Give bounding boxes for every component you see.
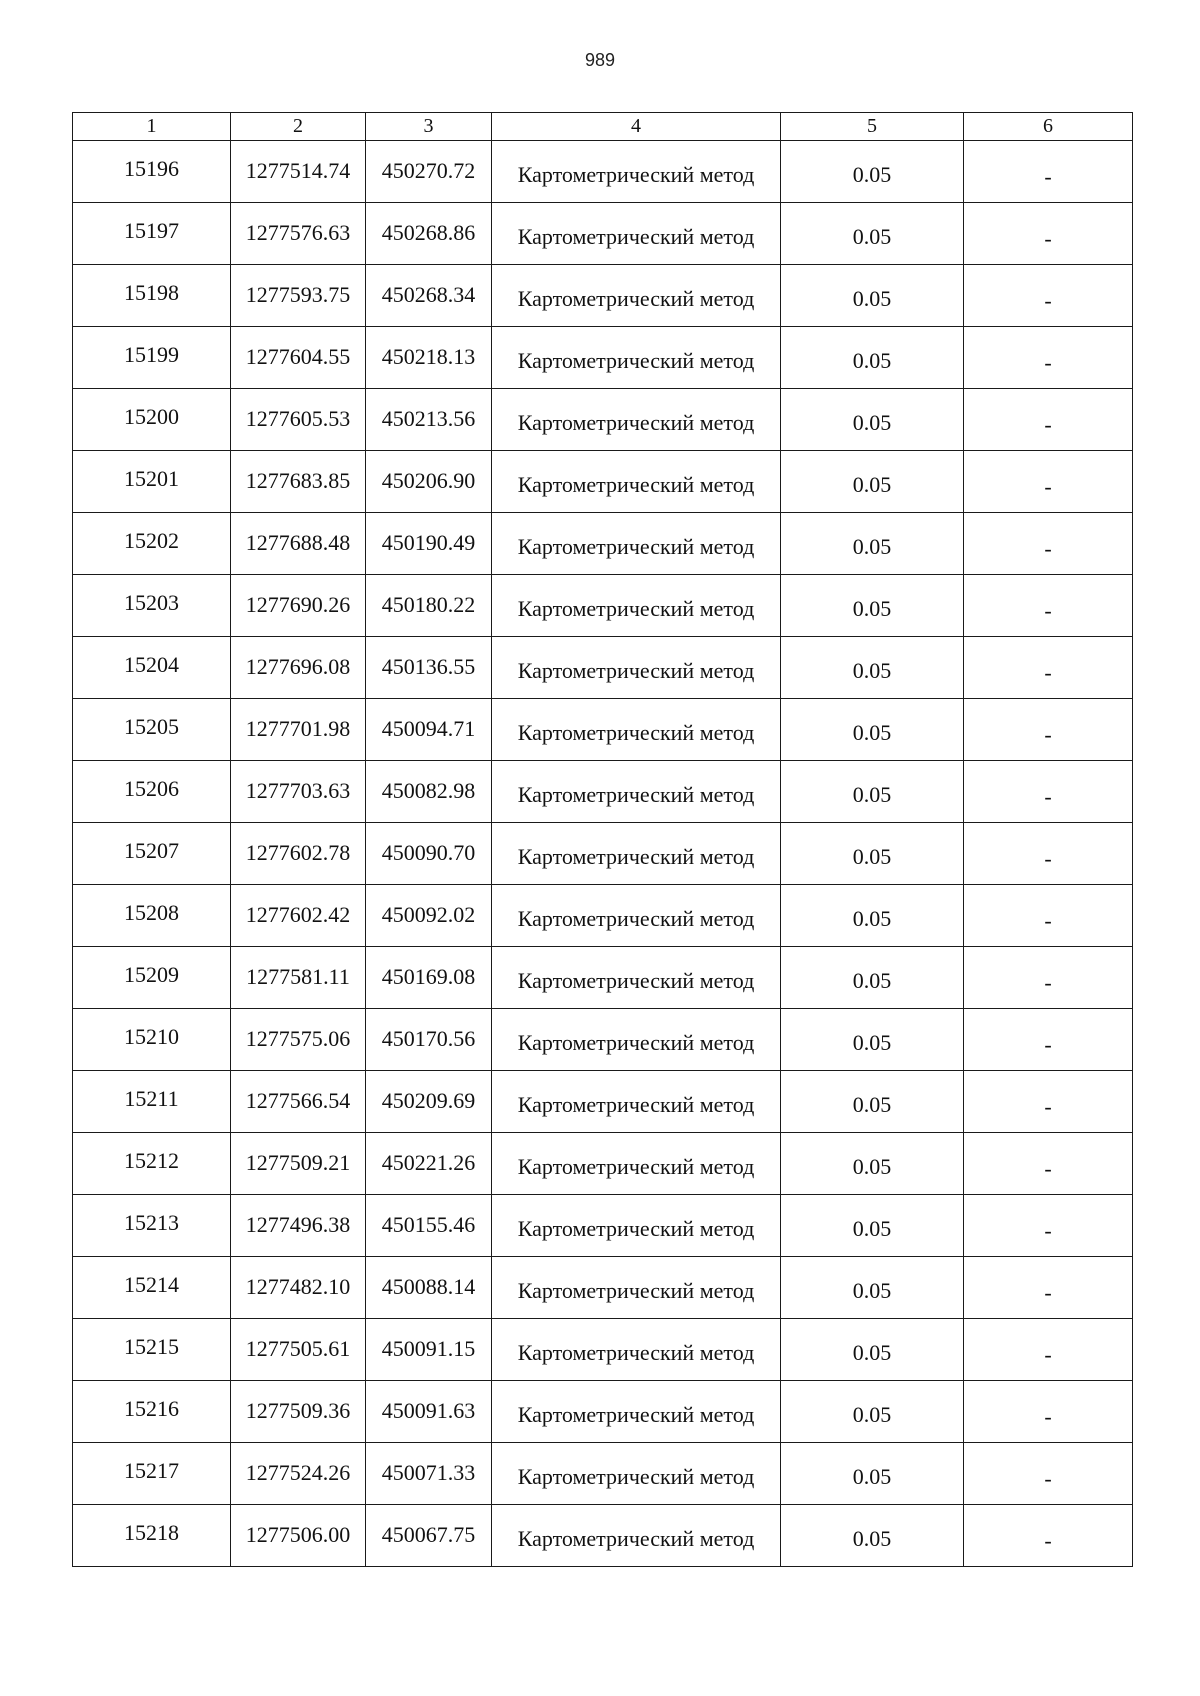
point-number-cell: 15197 [73, 203, 231, 265]
accuracy-cell: 0.05 [781, 451, 964, 513]
accuracy-cell: 0.05 [781, 513, 964, 575]
accuracy-cell: 0.05 [781, 1071, 964, 1133]
method-cell: Картометрический метод [492, 1133, 781, 1195]
method-cell: Картометрический метод [492, 513, 781, 575]
method-cell: Картометрический метод [492, 575, 781, 637]
y-coordinate-cell: 450088.14 [366, 1257, 492, 1319]
x-coordinate-cell: 1277506.00 [231, 1505, 366, 1567]
y-coordinate-cell: 450071.33 [366, 1443, 492, 1505]
accuracy-cell: 0.05 [781, 1009, 964, 1071]
x-coordinate-cell: 1277683.85 [231, 451, 366, 513]
accuracy-cell: 0.05 [781, 1443, 964, 1505]
method-cell: Картометрический метод [492, 141, 781, 203]
note-cell: - [964, 1443, 1133, 1505]
method-cell: Картометрический метод [492, 637, 781, 699]
note-cell: - [964, 327, 1133, 389]
method-cell: Картометрический метод [492, 699, 781, 761]
point-number-cell: 15205 [73, 699, 231, 761]
x-coordinate-cell: 1277701.98 [231, 699, 366, 761]
note-cell: - [964, 885, 1133, 947]
header-col-5: 5 [781, 113, 964, 141]
point-number-cell: 15200 [73, 389, 231, 451]
note-cell: - [964, 575, 1133, 637]
table-row [73, 947, 1133, 1009]
x-coordinate-cell: 1277690.26 [231, 575, 366, 637]
header-col-2: 2 [231, 113, 366, 141]
table-row [73, 1381, 1133, 1443]
point-number-cell: 15216 [73, 1381, 231, 1443]
x-coordinate-cell: 1277524.26 [231, 1443, 366, 1505]
y-coordinate-cell: 450218.13 [366, 327, 492, 389]
point-number-cell: 15203 [73, 575, 231, 637]
point-number-cell: 15201 [73, 451, 231, 513]
y-coordinate-cell: 450213.56 [366, 389, 492, 451]
note-cell: - [964, 637, 1133, 699]
accuracy-cell: 0.05 [781, 1319, 964, 1381]
x-coordinate-cell: 1277602.42 [231, 885, 366, 947]
note-cell: - [964, 761, 1133, 823]
header-col-3: 3 [366, 113, 492, 141]
point-number-cell: 15215 [73, 1319, 231, 1381]
accuracy-cell: 0.05 [781, 327, 964, 389]
point-number-cell: 15211 [73, 1071, 231, 1133]
point-number-cell: 15207 [73, 823, 231, 885]
point-number-cell: 15204 [73, 637, 231, 699]
note-cell: - [964, 823, 1133, 885]
point-number-cell: 15206 [73, 761, 231, 823]
table-row [73, 451, 1133, 513]
x-coordinate-cell: 1277482.10 [231, 1257, 366, 1319]
table-row [73, 575, 1133, 637]
point-number-cell: 15212 [73, 1133, 231, 1195]
point-number-cell: 15202 [73, 513, 231, 575]
accuracy-cell: 0.05 [781, 1257, 964, 1319]
table-row [73, 327, 1133, 389]
y-coordinate-cell: 450094.71 [366, 699, 492, 761]
page-number: 989 [584, 50, 616, 70]
method-cell: Картометрический метод [492, 823, 781, 885]
table-row [73, 1319, 1133, 1381]
method-cell: Картометрический метод [492, 203, 781, 265]
table-row [73, 513, 1133, 575]
y-coordinate-cell: 450136.55 [366, 637, 492, 699]
table-body [73, 141, 1133, 1567]
accuracy-cell: 0.05 [781, 761, 964, 823]
accuracy-cell: 0.05 [781, 1381, 964, 1443]
y-coordinate-cell: 450082.98 [366, 761, 492, 823]
y-coordinate-cell: 450067.75 [366, 1505, 492, 1567]
accuracy-cell: 0.05 [781, 1133, 964, 1195]
x-coordinate-cell: 1277593.75 [231, 265, 366, 327]
table-row [73, 823, 1133, 885]
header-col-1: 1 [73, 113, 231, 141]
accuracy-cell: 0.05 [781, 575, 964, 637]
y-coordinate-cell: 450268.86 [366, 203, 492, 265]
note-cell: - [964, 1505, 1133, 1567]
accuracy-cell: 0.05 [781, 637, 964, 699]
x-coordinate-cell: 1277602.78 [231, 823, 366, 885]
y-coordinate-cell: 450190.49 [366, 513, 492, 575]
method-cell: Картометрический метод [492, 885, 781, 947]
note-cell: - [964, 699, 1133, 761]
x-coordinate-cell: 1277566.54 [231, 1071, 366, 1133]
table-row [73, 141, 1133, 203]
header-col-6: 6 [964, 113, 1133, 141]
method-cell: Картометрический метод [492, 1257, 781, 1319]
table-row [73, 203, 1133, 265]
table-row [73, 1505, 1133, 1567]
table-row [73, 761, 1133, 823]
note-cell: - [964, 1381, 1133, 1443]
table-row [73, 699, 1133, 761]
y-coordinate-cell: 450091.15 [366, 1319, 492, 1381]
accuracy-cell: 0.05 [781, 947, 964, 1009]
y-coordinate-cell: 450270.72 [366, 141, 492, 203]
table-header [73, 113, 1133, 141]
note-cell: - [964, 513, 1133, 575]
point-number-cell: 15213 [73, 1195, 231, 1257]
point-number-cell: 15209 [73, 947, 231, 1009]
note-cell: - [964, 389, 1133, 451]
note-cell: - [964, 141, 1133, 203]
accuracy-cell: 0.05 [781, 1195, 964, 1257]
y-coordinate-cell: 450169.08 [366, 947, 492, 1009]
note-cell: - [964, 1319, 1133, 1381]
y-coordinate-cell: 450155.46 [366, 1195, 492, 1257]
x-coordinate-cell: 1277575.06 [231, 1009, 366, 1071]
method-cell: Картометрический метод [492, 1443, 781, 1505]
method-cell: Картометрический метод [492, 1071, 781, 1133]
y-coordinate-cell: 450092.02 [366, 885, 492, 947]
x-coordinate-cell: 1277509.21 [231, 1133, 366, 1195]
table-row [73, 389, 1133, 451]
x-coordinate-cell: 1277581.11 [231, 947, 366, 1009]
accuracy-cell: 0.05 [781, 203, 964, 265]
accuracy-cell: 0.05 [781, 699, 964, 761]
y-coordinate-cell: 450206.90 [366, 451, 492, 513]
method-cell: Картометрический метод [492, 389, 781, 451]
note-cell: - [964, 1257, 1133, 1319]
point-number-cell: 15210 [73, 1009, 231, 1071]
note-cell: - [964, 451, 1133, 513]
point-number-cell: 15217 [73, 1443, 231, 1505]
method-cell: Картометрический метод [492, 1505, 781, 1567]
method-cell: Картометрический метод [492, 1319, 781, 1381]
table-row [73, 885, 1133, 947]
x-coordinate-cell: 1277688.48 [231, 513, 366, 575]
table-row [73, 1443, 1133, 1505]
y-coordinate-cell: 450180.22 [366, 575, 492, 637]
table-row [73, 1133, 1133, 1195]
x-coordinate-cell: 1277514.74 [231, 141, 366, 203]
header-col-4: 4 [492, 113, 781, 141]
point-number-cell: 15196 [73, 141, 231, 203]
x-coordinate-cell: 1277604.55 [231, 327, 366, 389]
note-cell: - [964, 947, 1133, 1009]
note-cell: - [964, 1195, 1133, 1257]
note-cell: - [964, 1071, 1133, 1133]
y-coordinate-cell: 450221.26 [366, 1133, 492, 1195]
y-coordinate-cell: 450090.70 [366, 823, 492, 885]
method-cell: Картометрический метод [492, 1009, 781, 1071]
point-number-cell: 15199 [73, 327, 231, 389]
point-number-cell: 15218 [73, 1505, 231, 1567]
method-cell: Картометрический метод [492, 265, 781, 327]
table-row [73, 265, 1133, 327]
x-coordinate-cell: 1277505.61 [231, 1319, 366, 1381]
point-number-cell: 15214 [73, 1257, 231, 1319]
point-number-cell: 15198 [73, 265, 231, 327]
method-cell: Картометрический метод [492, 451, 781, 513]
table-row [73, 1009, 1133, 1071]
table-row [73, 1195, 1133, 1257]
table-row [73, 1257, 1133, 1319]
x-coordinate-cell: 1277509.36 [231, 1381, 366, 1443]
method-cell: Картометрический метод [492, 327, 781, 389]
accuracy-cell: 0.05 [781, 389, 964, 451]
point-number-cell: 15208 [73, 885, 231, 947]
method-cell: Картометрический метод [492, 1381, 781, 1443]
note-cell: - [964, 1009, 1133, 1071]
method-cell: Картометрический метод [492, 1195, 781, 1257]
x-coordinate-cell: 1277696.08 [231, 637, 366, 699]
header-row [73, 113, 1133, 141]
y-coordinate-cell: 450268.34 [366, 265, 492, 327]
x-coordinate-cell: 1277496.38 [231, 1195, 366, 1257]
method-cell: Картометрический метод [492, 761, 781, 823]
accuracy-cell: 0.05 [781, 141, 964, 203]
x-coordinate-cell: 1277576.63 [231, 203, 366, 265]
x-coordinate-cell: 1277703.63 [231, 761, 366, 823]
table-row [73, 637, 1133, 699]
accuracy-cell: 0.05 [781, 1505, 964, 1567]
note-cell: - [964, 1133, 1133, 1195]
coordinates-table [72, 112, 1133, 1567]
y-coordinate-cell: 450091.63 [366, 1381, 492, 1443]
x-coordinate-cell: 1277605.53 [231, 389, 366, 451]
accuracy-cell: 0.05 [781, 823, 964, 885]
note-cell: - [964, 265, 1133, 327]
accuracy-cell: 0.05 [781, 265, 964, 327]
method-cell: Картометрический метод [492, 947, 781, 1009]
table-row [73, 1071, 1133, 1133]
y-coordinate-cell: 450209.69 [366, 1071, 492, 1133]
note-cell: - [964, 203, 1133, 265]
y-coordinate-cell: 450170.56 [366, 1009, 492, 1071]
accuracy-cell: 0.05 [781, 885, 964, 947]
